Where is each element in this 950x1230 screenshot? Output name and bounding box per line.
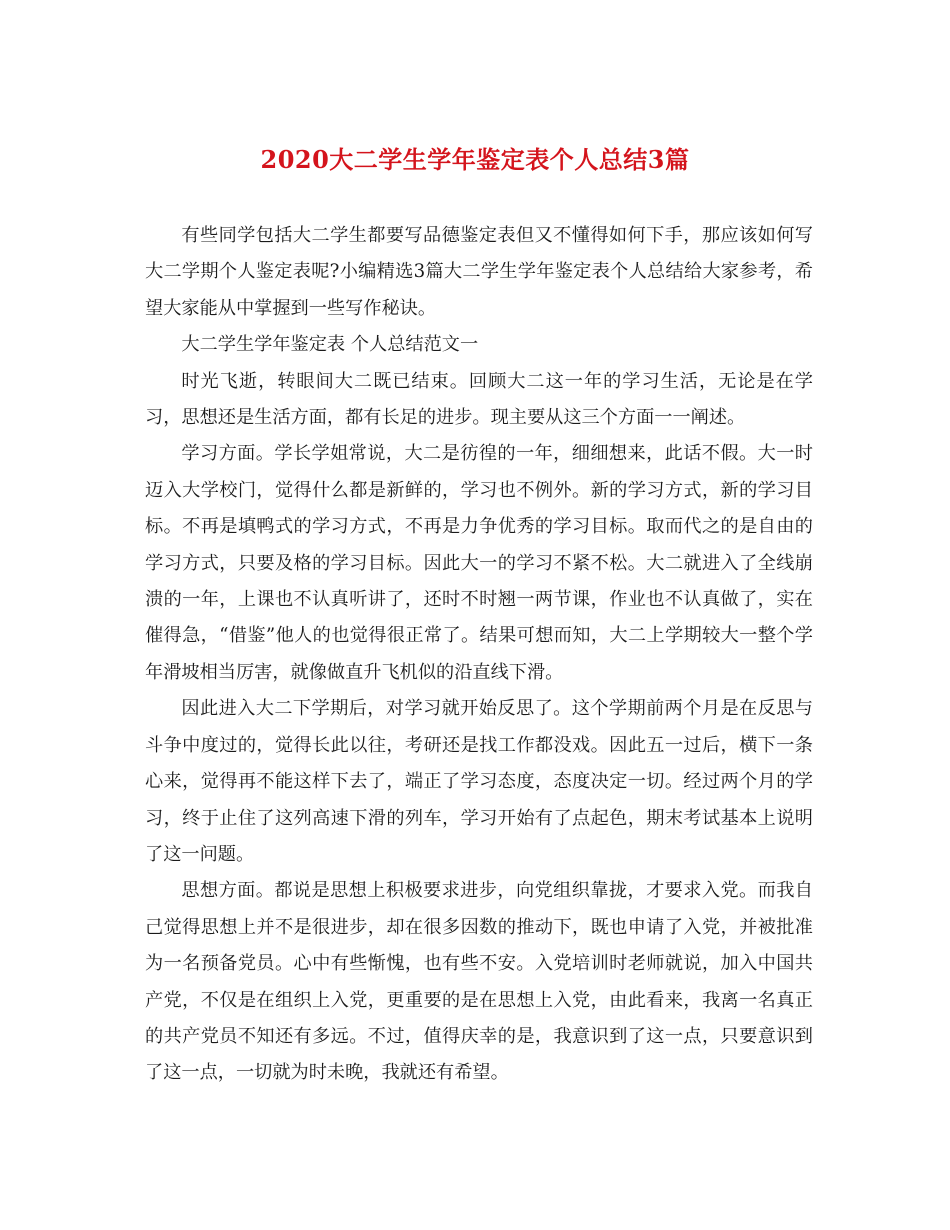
paragraph: 思想方面。都说是思想上积极要求进步，向党组织靠拢，才要求入党。而我自己觉得思想上并不是很进步，却在很多因数的推动下，既也申请了入党，并被批准为一名预备党员。心中有些惭愧，也有些不安。入党培训时老师就说，加入中国共产党，不仅是在组织上入党，更重要的是在思想上入党，由此看来，我离一名真正的共产党员不知还有多远。不过，值得庆幸的是，我意识到了这一点，只要意识到了这一点，一切就为时未晚，我就还有希望。 bbox=[145, 880, 813, 1084]
paragraph-intro: 有些同学包括大二学生都要写品德鉴定表但又不懂得如何下手，那应该如何写大二学期个人鉴定表呢?小编精选3篇大二学生学年鉴定表个人总结给大家参考，希望大家能从中掌握到一些写作秘诀。 bbox=[145, 225, 813, 319]
document-body bbox=[145, 218, 813, 1092]
section-heading: 大二学生学年鉴定表 个人总结范文一 bbox=[181, 334, 479, 356]
paragraph: 时光飞逝，转眼间大二既已结束。回顾大二这一年的学习生活，无论是在学习，思想还是生活方面，都有长足的进步。现主要从这三个方面一一阐述。 bbox=[145, 370, 813, 429]
document-title: 2020大二学生学年鉴定表个人总结3篇 bbox=[260, 145, 690, 174]
paragraph: 因此进入大二下学期后，对学习就开始反思了。这个学期前两个月是在反思与斗争中度过的，觉得长此以往，考研还是找工作都没戏。因此五一过后，横下一条心来，觉得再不能这样下去了，端正了学习态度，态度决定一切。经过两个月的学习，终于止住了这列高速下滑的列车，学习开始有了点起色，期末考试基本上说明了这一问题。 bbox=[145, 698, 813, 865]
paragraph: 学习方面。学长学姐常说，大二是彷徨的一年，细细想来，此话不假。大一时迈入大学校门，觉得什么都是新鲜的，学习也不例外。新的学习方式，新的学习目标。不再是填鸭式的学习方式，不再是力争优秀的学习目标。取而代之的是自由的学习方式，只要及格的学习目标。因此大一的学习不紧不松。大二就进入了全线崩溃的一年，上课也不认真听讲了，还时不时翘一两节课，作业也不认真做了，实在催得急，“借鉴”他人的也觉得很正常了。结果可想而知，大二上学期较大一整个学年滑坡相当厉害，就像做直升飞机似的沿直线下滑。 bbox=[145, 443, 813, 683]
